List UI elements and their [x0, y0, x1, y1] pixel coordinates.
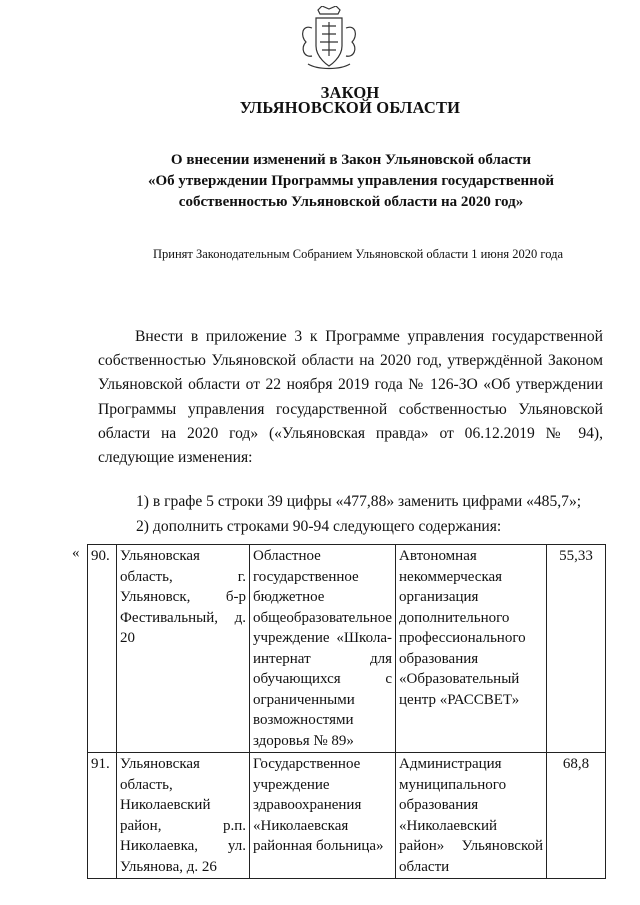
main-paragraph: Внести в приложение 3 к Программе управления государственной собственностью Ульяновской области на 2020 год, утверждённой Законом Ульяновской области от 22 ноября 2019 года № 126-ЗО «Об утверждении Программы управления государственной собственностью Ульяновской области на 2020 год» («Ульяновская правда» от 06.12.2019 № 94), следующие изменения:: [98, 328, 603, 467]
amendment-item-2: 2) дополнить строками 90-94 следующего содержания:: [136, 518, 502, 535]
current-holder: Государственное учреждение здравоохранения «Николаевская районная больница»: [250, 753, 396, 879]
row-number: 90.: [88, 545, 117, 753]
new-holder: Администрация муниципального образования «Николаевский район» Ульяновской области: [396, 753, 547, 879]
subtitle-line-3: собственностью Ульяновской области на 2020 год»: [178, 194, 524, 210]
property-address: Ульяновская область, Николаевский район, р.п. Николаевка, ул. Ульянова, д. 26: [117, 753, 250, 879]
coat-of-arms-icon: [298, 6, 360, 72]
law-title: ЗАКОН: [320, 83, 380, 102]
row-number: 91.: [88, 753, 117, 879]
area-value: 68,8: [547, 753, 606, 879]
property-table: [87, 544, 606, 879]
subtitle-line-1: О внесении изменений в Закон Ульяновской области: [170, 152, 532, 168]
property-address: Ульяновская область, г. Ульяновск, б-р Фестивальный, д. 20: [117, 545, 250, 753]
current-holder: Областное государственное бюджетное общеобразовательное учреждение «Школа-интернат для обучающихся с ограниченными возможностями здоровья № 89»: [250, 545, 396, 753]
opening-quote: «: [72, 545, 80, 561]
law-region-title: УЛЬЯНОВСКОЙ ОБЛАСТИ: [239, 98, 461, 117]
adoption-note: Принят Законодательным Собранием Ульяновской области 1 июня 2020 года: [153, 247, 563, 261]
table-row: [88, 753, 606, 879]
new-holder: Автономная некоммерческая организация дополнительного профессионального образования «Образовательный центр «РАССВЕТ»: [396, 545, 547, 753]
table-row: [88, 545, 606, 753]
area-value: 55,33: [547, 545, 606, 753]
subtitle-line-2: «Об утверждении Программы управления государственной: [148, 173, 554, 189]
amendment-item-1: 1) в графе 5 строки 39 цифры «477,88» заменить цифрами «485,7»;: [136, 493, 582, 510]
